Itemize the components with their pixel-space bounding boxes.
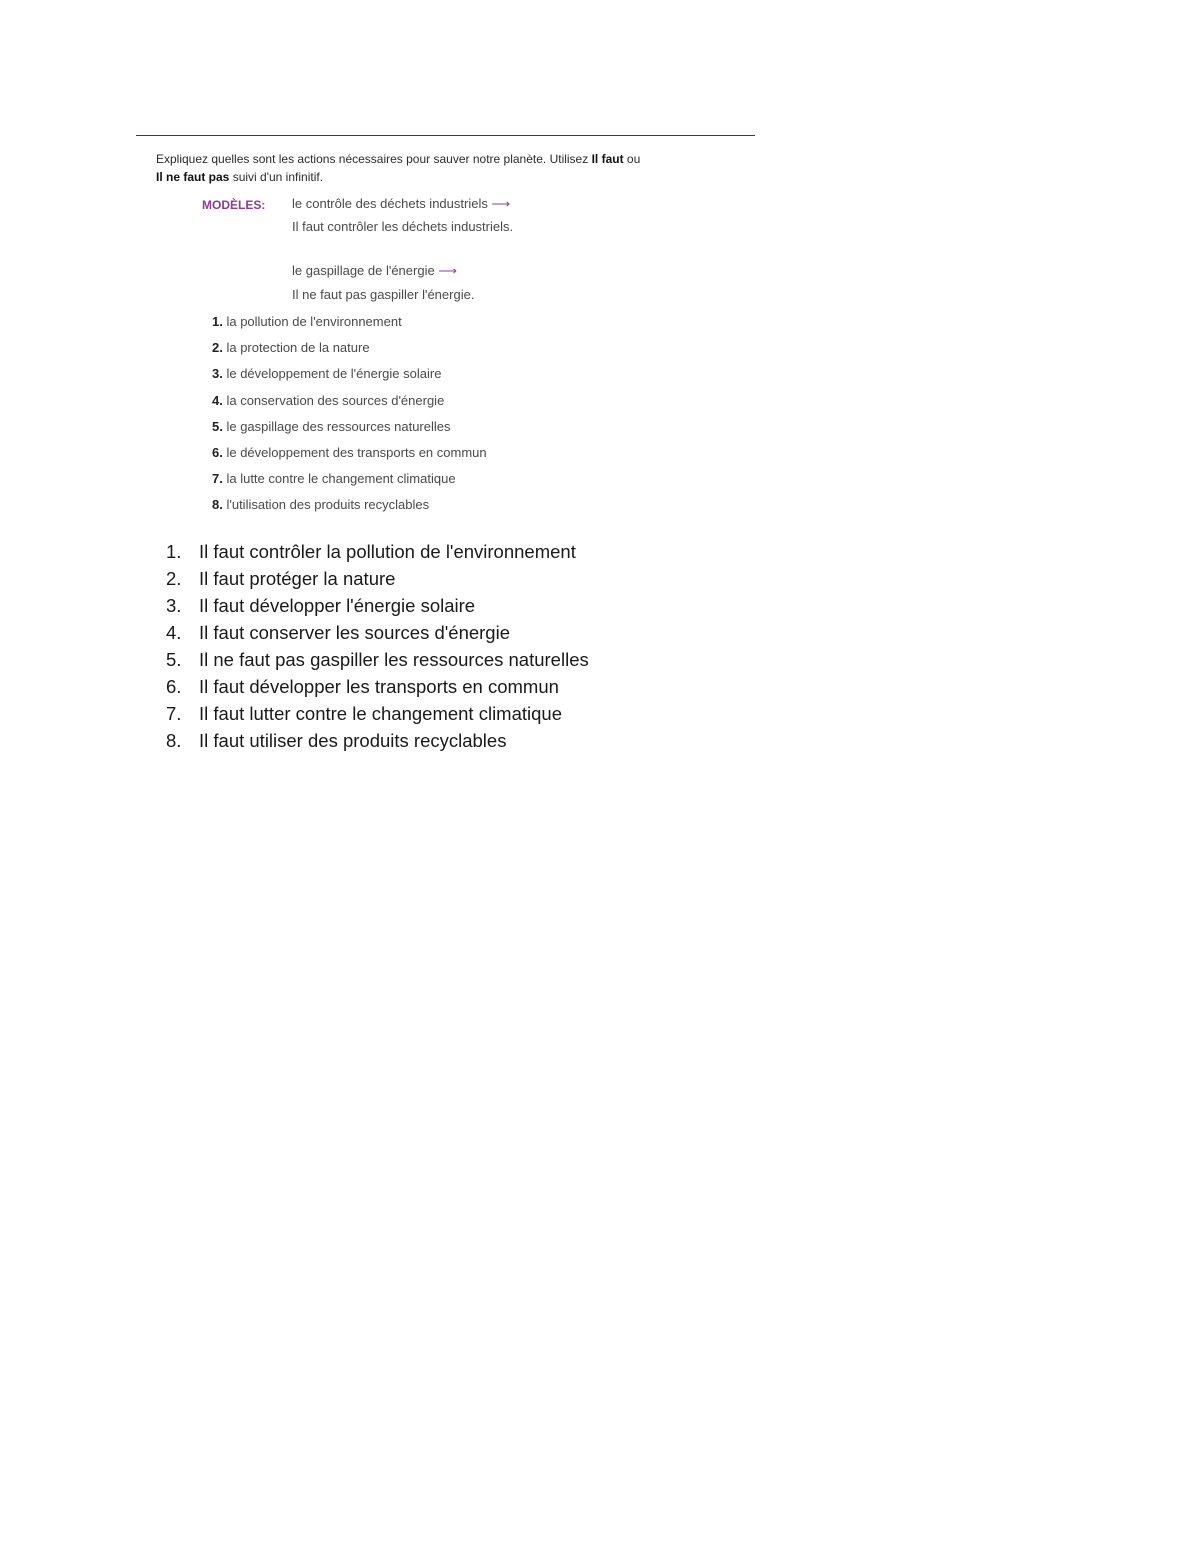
answer-text[interactable]: Il faut conserver les sources d'énergie [199,622,510,643]
answer-number: 5. [166,649,182,670]
answer-number: 4. [166,622,182,643]
answer-number: 6. [166,676,182,697]
model-1-answer: Il faut contrôler les déchets industriels. [292,219,514,234]
model-2-answer: Il ne faut pas gaspiller l'énergie. [292,287,475,302]
list-item [212,497,429,512]
instructions-text-2: ou [623,152,641,166]
answer-text[interactable]: Il faut lutter contre le changement climatique [199,703,562,724]
item-number: 6. [212,445,223,460]
horizontal-rule [136,135,755,136]
item-text: l'utilisation des produits recyclables [226,497,430,512]
model-2-prompt [292,263,457,279]
list-item [212,419,450,434]
arrow-icon: ⟶ [491,196,511,211]
instructions-text-1: Expliquez quelles sont les actions nécessaires pour sauver notre planète. Utilisez [156,152,592,166]
list-item [212,366,441,381]
answer-row[interactable] [166,700,562,727]
models-label: MODÈLES: [202,198,266,212]
item-number: 7. [212,471,223,486]
answer-number: 1. [166,541,182,562]
item-text: la protection de la nature [226,340,370,355]
answer-row[interactable] [166,592,475,619]
answer-number: 8. [166,730,182,751]
answer-row[interactable] [166,538,576,565]
answer-number: 7. [166,703,182,724]
answer-text[interactable]: Il faut développer les transports en commun [199,676,559,697]
model-2-prompt-text: le gaspillage de l'énergie [292,263,435,278]
answer-row[interactable] [166,565,395,592]
list-item [212,340,370,355]
answer-text[interactable]: Il ne faut pas gaspiller les ressources naturelles [199,649,589,670]
item-number: 3. [212,366,223,381]
list-item [212,314,402,329]
answer-text[interactable]: Il faut protéger la nature [199,568,396,589]
answer-text[interactable]: Il faut utiliser des produits recyclables [199,730,507,751]
model-1-prompt-text: le contrôle des déchets industriels [292,196,488,211]
answer-row[interactable] [166,646,589,673]
list-item [212,445,487,460]
model-1-prompt [292,196,510,212]
list-item [212,471,456,486]
item-text: la lutte contre le changement climatique [226,471,456,486]
item-text: le gaspillage des ressources naturelles [226,419,451,434]
item-number: 2. [212,340,223,355]
answer-text[interactable]: Il faut contrôler la pollution de l'environnement [199,541,576,562]
item-text: la conservation des sources d'énergie [226,393,445,408]
arrow-icon: ⟶ [438,263,457,278]
answer-row[interactable] [166,619,510,646]
item-text: le développement de l'énergie solaire [226,366,442,381]
answer-number: 3. [166,595,182,616]
exercise-instructions [156,150,736,186]
list-item [212,393,444,408]
answer-number: 2. [166,568,182,589]
item-text: la pollution de l'environnement [226,314,402,329]
answer-text[interactable]: Il faut développer l'énergie solaire [199,595,476,616]
item-number: 4. [212,393,223,408]
answer-row[interactable] [166,673,559,700]
instructions-bold-il-faut: Il faut [591,152,624,166]
item-number: 1. [212,314,223,329]
instructions-text-3: suivi d'un infinitif. [229,170,324,184]
item-text: le développement des transports en commun [226,445,487,460]
answer-row[interactable] [166,727,506,754]
item-number: 5. [212,419,223,434]
instructions-bold-il-ne-faut-pas: Il ne faut pas [156,170,230,184]
item-number: 8. [212,497,223,512]
